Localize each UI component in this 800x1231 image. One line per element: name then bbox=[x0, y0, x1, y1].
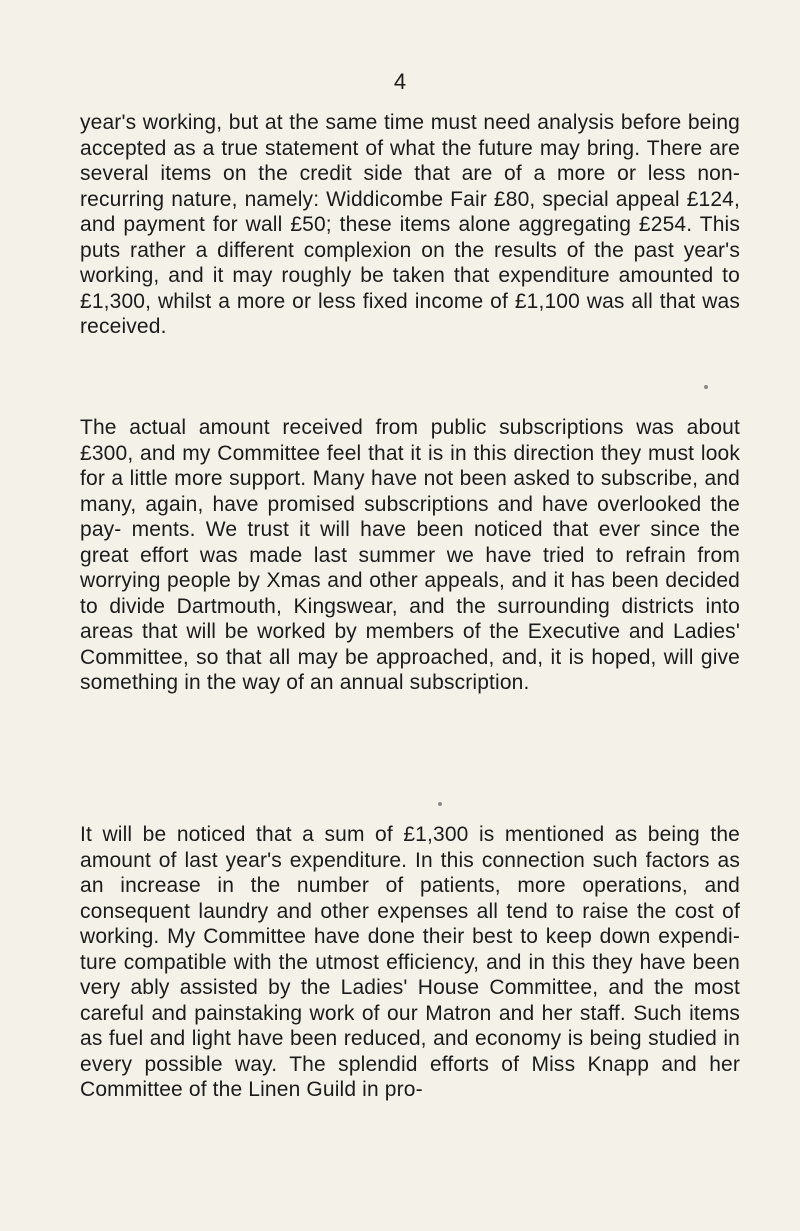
paper-speck bbox=[704, 385, 708, 389]
paragraph-3: It will be noticed that a sum of £1,300 is mentioned as being the amount of last year's expenditure. In this connection such factors as an increase in the number of patients, more operations, and consequent laundry and other expenses all tend to raise the cost of working. My Committee have done their best to keep down expendi- ture compatible with the utmost efficiency, and in this they have been very ably assisted by the Ladies' House Committee, and the most careful and painstaking work of our Matron and her staff. Such items as fuel and light have been reduced, and economy is being studied in every possible way. The splendid efforts of Miss Knapp and her Committee of the Linen Guild in pro- bbox=[80, 823, 740, 1101]
paragraph-2-container bbox=[80, 415, 740, 696]
paragraph-3-container bbox=[80, 822, 740, 1103]
paper-speck bbox=[438, 802, 442, 806]
paragraph-1: year's working, but at the same time must need analysis before being accepted as a true statement of what the future may bring. There are several items on the credit side that are of a more or less non-recurring nature, namely: Widdicombe Fair £80, special appeal £124, and payment for wall £50; these items alone aggregating £254. This puts rather a different complexion on the results of the past year's working, and it may roughly be taken that expenditure amounted to £1,300, whilst a more or less fixed income of £1,100 was all that was received. bbox=[80, 111, 740, 338]
paragraph-1-container bbox=[80, 110, 740, 340]
page-number: 4 bbox=[393, 69, 407, 94]
paragraph-2: The actual amount received from public subscriptions was about £300, and my Committee feel that it is in this direction they must look for a little more support. Many have not been asked to subscribe, and many, again, have promised subscriptions and have overlooked the pay- ments. We trust it will have been noticed that ever since the great effort was made last summer we have tried to refrain from worrying people by Xmas and other appeals, and it has been decided to divide Dartmouth, Kingswear, and the surrounding districts into areas that will be worked by members of the Executive and Ladies' Committee, so that all may be approached, and, it is hoped, will give something in the way of an annual subscription. bbox=[80, 416, 740, 694]
